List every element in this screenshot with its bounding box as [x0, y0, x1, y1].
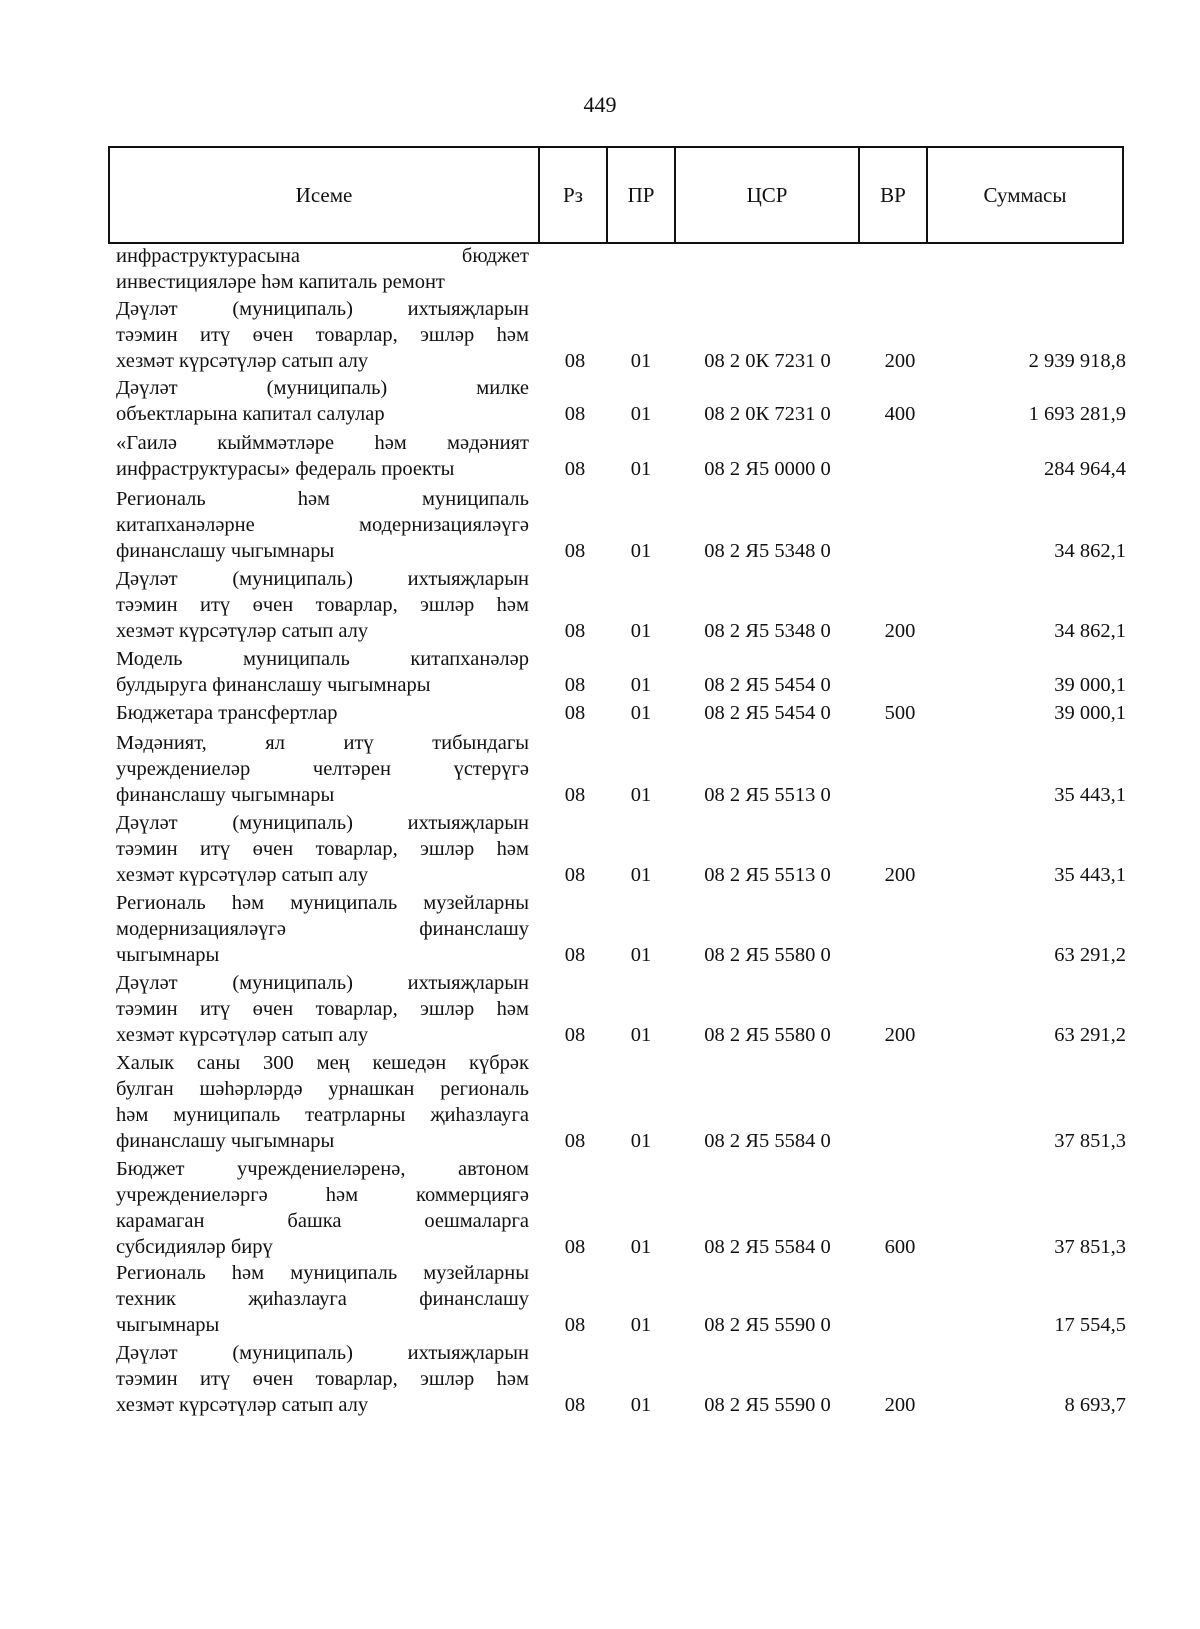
- row-name-line: инфраструктурасы» федераль проекты: [116, 458, 455, 480]
- table-row: [0, 566, 1200, 644]
- table-row: [0, 646, 1200, 698]
- row-vr: 400: [884, 403, 916, 425]
- row-name: [116, 700, 529, 726]
- row-sum: 37 851,3: [1054, 1236, 1126, 1258]
- row-sum: 2 939 918,8: [1028, 350, 1126, 372]
- row-name-line: Региональ һәм муниципаль музейларны: [116, 1262, 529, 1284]
- header-vr: ВР: [860, 148, 928, 242]
- row-name-line: булган шәһәрләрдә урнашкан региональ: [116, 1078, 529, 1100]
- row-csr: 08 2 Я5 5590 0: [704, 1314, 831, 1336]
- row-rz: 08: [564, 1394, 586, 1416]
- row-name-line: Халык саны 300 мең кешедән күбрәк: [116, 1052, 529, 1074]
- row-sum: 284 964,4: [1044, 458, 1126, 480]
- row-name-line: тәэмин итү өчен товарлар, эшләр һәм: [116, 1368, 529, 1390]
- row-csr: 08 2 Я5 0000 0: [704, 458, 831, 480]
- table-row: [0, 1156, 1200, 1260]
- row-csr: 08 2 Я5 5590 0: [704, 1394, 831, 1416]
- row-name: [116, 566, 529, 644]
- row-csr: 08 2 Я5 5584 0: [704, 1236, 831, 1258]
- row-vr: 200: [884, 864, 916, 886]
- row-rz: 08: [564, 1130, 586, 1152]
- row-name-line: Дәүләт (муниципаль) ихтыяҗларын: [116, 1342, 529, 1364]
- header-pr: ПР: [608, 148, 676, 242]
- row-name-line: тәэмин итү өчен товарлар, эшләр һәм: [116, 324, 529, 346]
- row-vr: 500: [884, 702, 916, 724]
- row-csr: 08 2 Я5 5348 0: [704, 540, 831, 562]
- row-pr: 01: [630, 1394, 652, 1416]
- row-name-line: субсидияләр бирү: [116, 1236, 273, 1258]
- table-row: [0, 890, 1200, 968]
- row-name: [116, 375, 529, 427]
- row-sum: 39 000,1: [1054, 702, 1126, 724]
- row-name-line: чыгымнары: [116, 944, 220, 966]
- table-row: [0, 970, 1200, 1048]
- row-name-line: Мәдәният, ял итү тибындагы: [116, 732, 529, 754]
- row-sum: 63 291,2: [1054, 1024, 1126, 1046]
- row-rz: 08: [564, 1024, 586, 1046]
- row-pr: 01: [630, 674, 652, 696]
- row-vr: 200: [884, 620, 916, 642]
- row-csr: 08 2 Я5 5580 0: [704, 944, 831, 966]
- table-row: [0, 700, 1200, 726]
- row-name: [116, 810, 529, 888]
- row-rz: 08: [564, 702, 586, 724]
- row-name-line: модернизацияләүгә финанслашу: [116, 918, 529, 940]
- row-name: [116, 1260, 529, 1338]
- row-name: [116, 430, 529, 482]
- header-sum: Суммасы: [983, 182, 1067, 207]
- row-csr: 08 2 0К 7231 0: [704, 403, 831, 425]
- row-name-line: техник җиһазлауга финанслашу: [116, 1288, 529, 1310]
- row-sum: 1 693 281,9: [1028, 403, 1126, 425]
- row-name-line: финанслашу чыгымнары: [116, 1130, 335, 1152]
- table-row: [0, 243, 1200, 295]
- row-name-line: Региональ һәм муниципаль: [116, 488, 529, 510]
- row-name-line: финанслашу чыгымнары: [116, 540, 335, 562]
- row-name-line: тәэмин итү өчен товарлар, эшләр һәм: [116, 838, 529, 860]
- row-pr: 01: [630, 403, 652, 425]
- row-name-line: хезмәт күрсәтүләр сатып алу: [116, 864, 369, 886]
- row-sum: 37 851,3: [1054, 1130, 1126, 1152]
- row-csr: 08 2 Я5 5513 0: [704, 864, 831, 886]
- row-name-line: хезмәт күрсәтүләр сатып алу: [116, 1024, 369, 1046]
- row-csr: 08 2 Я5 5513 0: [704, 784, 831, 806]
- row-rz: 08: [564, 674, 586, 696]
- row-rz: 08: [564, 350, 586, 372]
- row-name-line: булдыруга финанслашу чыгымнары: [116, 674, 431, 696]
- row-pr: 01: [630, 1130, 652, 1152]
- row-name-line: хезмәт күрсәтүләр сатып алу: [116, 620, 369, 642]
- row-pr: 01: [630, 784, 652, 806]
- row-name: [116, 1050, 529, 1154]
- row-name-line: учреждениеләр челтәрен үстерүгә: [116, 758, 529, 780]
- row-name: [116, 730, 529, 808]
- row-name-line: Дәүләт (муниципаль) ихтыяҗларын: [116, 812, 529, 834]
- row-pr: 01: [630, 1024, 652, 1046]
- row-name-line: тәэмин итү өчен товарлар, эшләр һәм: [116, 998, 529, 1020]
- table-row: [0, 375, 1200, 427]
- row-pr: 01: [630, 864, 652, 886]
- row-name-line: объектларына капитал салулар: [116, 403, 385, 425]
- table-row: [0, 730, 1200, 808]
- row-pr: 01: [630, 540, 652, 562]
- row-name-line: Дәүләт (муниципаль) ихтыяҗларын: [116, 568, 529, 590]
- row-csr: 08 2 Я5 5454 0: [704, 674, 831, 696]
- row-sum: 35 443,1: [1054, 864, 1126, 886]
- header-name: Исеме: [110, 148, 540, 242]
- row-rz: 08: [564, 784, 586, 806]
- row-rz: 08: [564, 540, 586, 562]
- row-name: [116, 970, 529, 1048]
- row-pr: 01: [630, 620, 652, 642]
- row-name: [116, 296, 529, 374]
- row-sum: 34 862,1: [1054, 620, 1126, 642]
- header-rz: Рз: [540, 148, 608, 242]
- row-name-line: хезмәт күрсәтүләр сатып алу: [116, 1394, 369, 1416]
- row-rz: 08: [564, 1236, 586, 1258]
- table-row: [0, 486, 1200, 564]
- page-number: 449: [583, 92, 617, 117]
- row-vr: 200: [884, 1394, 916, 1416]
- row-csr: 08 2 Я5 5580 0: [704, 1024, 831, 1046]
- row-pr: 01: [630, 350, 652, 372]
- row-name-line: чыгымнары: [116, 1314, 220, 1336]
- row-name: [116, 486, 529, 564]
- row-name: [116, 243, 529, 295]
- row-sum: 17 554,5: [1054, 1314, 1126, 1336]
- table-row: [0, 810, 1200, 888]
- row-csr: 08 2 Я5 5454 0: [704, 702, 831, 724]
- row-rz: 08: [564, 458, 586, 480]
- row-rz: 08: [564, 944, 586, 966]
- row-pr: 01: [630, 702, 652, 724]
- row-name-line: китапханәләрне модернизацияләүгә: [116, 514, 529, 536]
- row-pr: 01: [630, 1236, 652, 1258]
- row-sum: 34 862,1: [1054, 540, 1126, 562]
- row-vr: 200: [884, 1024, 916, 1046]
- row-name-line: инвестицияләре һәм капиталь ремонт: [116, 271, 445, 293]
- row-name-line: Дәүләт (муниципаль) милке: [116, 377, 529, 399]
- row-sum: 35 443,1: [1054, 784, 1126, 806]
- row-name-line: Бюджетара трансфертлар: [116, 702, 338, 724]
- table-row: [0, 296, 1200, 374]
- table-row: [0, 1340, 1200, 1418]
- row-vr: 200: [884, 350, 916, 372]
- row-name-line: финанслашу чыгымнары: [116, 784, 335, 806]
- row-name-line: Бюджет учреждениеләренә, автоном: [116, 1158, 529, 1180]
- row-name-line: Модель муниципаль китапханәләр: [116, 648, 529, 670]
- row-csr: 08 2 0К 7231 0: [704, 350, 831, 372]
- row-sum: 39 000,1: [1054, 674, 1126, 696]
- table-row: [0, 430, 1200, 482]
- header-csr: ЦСР: [676, 148, 860, 242]
- row-vr: 600: [884, 1236, 916, 1258]
- row-sum: 8 693,7: [1064, 1394, 1126, 1416]
- table-row: [0, 1260, 1200, 1338]
- row-name: [116, 646, 529, 698]
- row-rz: 08: [564, 1314, 586, 1336]
- row-sum: 63 291,2: [1054, 944, 1126, 966]
- row-name-line: һәм муниципаль театрларны җиһазлауга: [116, 1104, 529, 1126]
- row-name-line: Дәүләт (муниципаль) ихтыяҗларын: [116, 298, 529, 320]
- row-rz: 08: [564, 864, 586, 886]
- row-csr: 08 2 Я5 5584 0: [704, 1130, 831, 1152]
- row-name: [116, 1156, 529, 1260]
- row-pr: 01: [630, 944, 652, 966]
- row-name-line: учреждениеләргә һәм коммерциягә: [116, 1184, 529, 1206]
- row-rz: 08: [564, 403, 586, 425]
- row-name-line: инфраструктурасына бюджет: [116, 245, 529, 267]
- row-pr: 01: [630, 458, 652, 480]
- row-pr: 01: [630, 1314, 652, 1336]
- table-row: [0, 1050, 1200, 1154]
- row-name-line: «Гаилә кыйммәтләре һәм мәдәният: [116, 432, 529, 454]
- row-name: [116, 1340, 529, 1418]
- row-name-line: тәэмин итү өчен товарлар, эшләр һәм: [116, 594, 529, 616]
- row-name-line: карамаган башка оешмаларга: [116, 1210, 529, 1232]
- row-name: [116, 890, 529, 968]
- row-rz: 08: [564, 620, 586, 642]
- row-name-line: Региональ һәм муниципаль музейларны: [116, 892, 529, 914]
- row-name-line: Дәүләт (муниципаль) ихтыяҗларын: [116, 972, 529, 994]
- row-name-line: хезмәт күрсәтүләр сатып алу: [116, 350, 369, 372]
- row-csr: 08 2 Я5 5348 0: [704, 620, 831, 642]
